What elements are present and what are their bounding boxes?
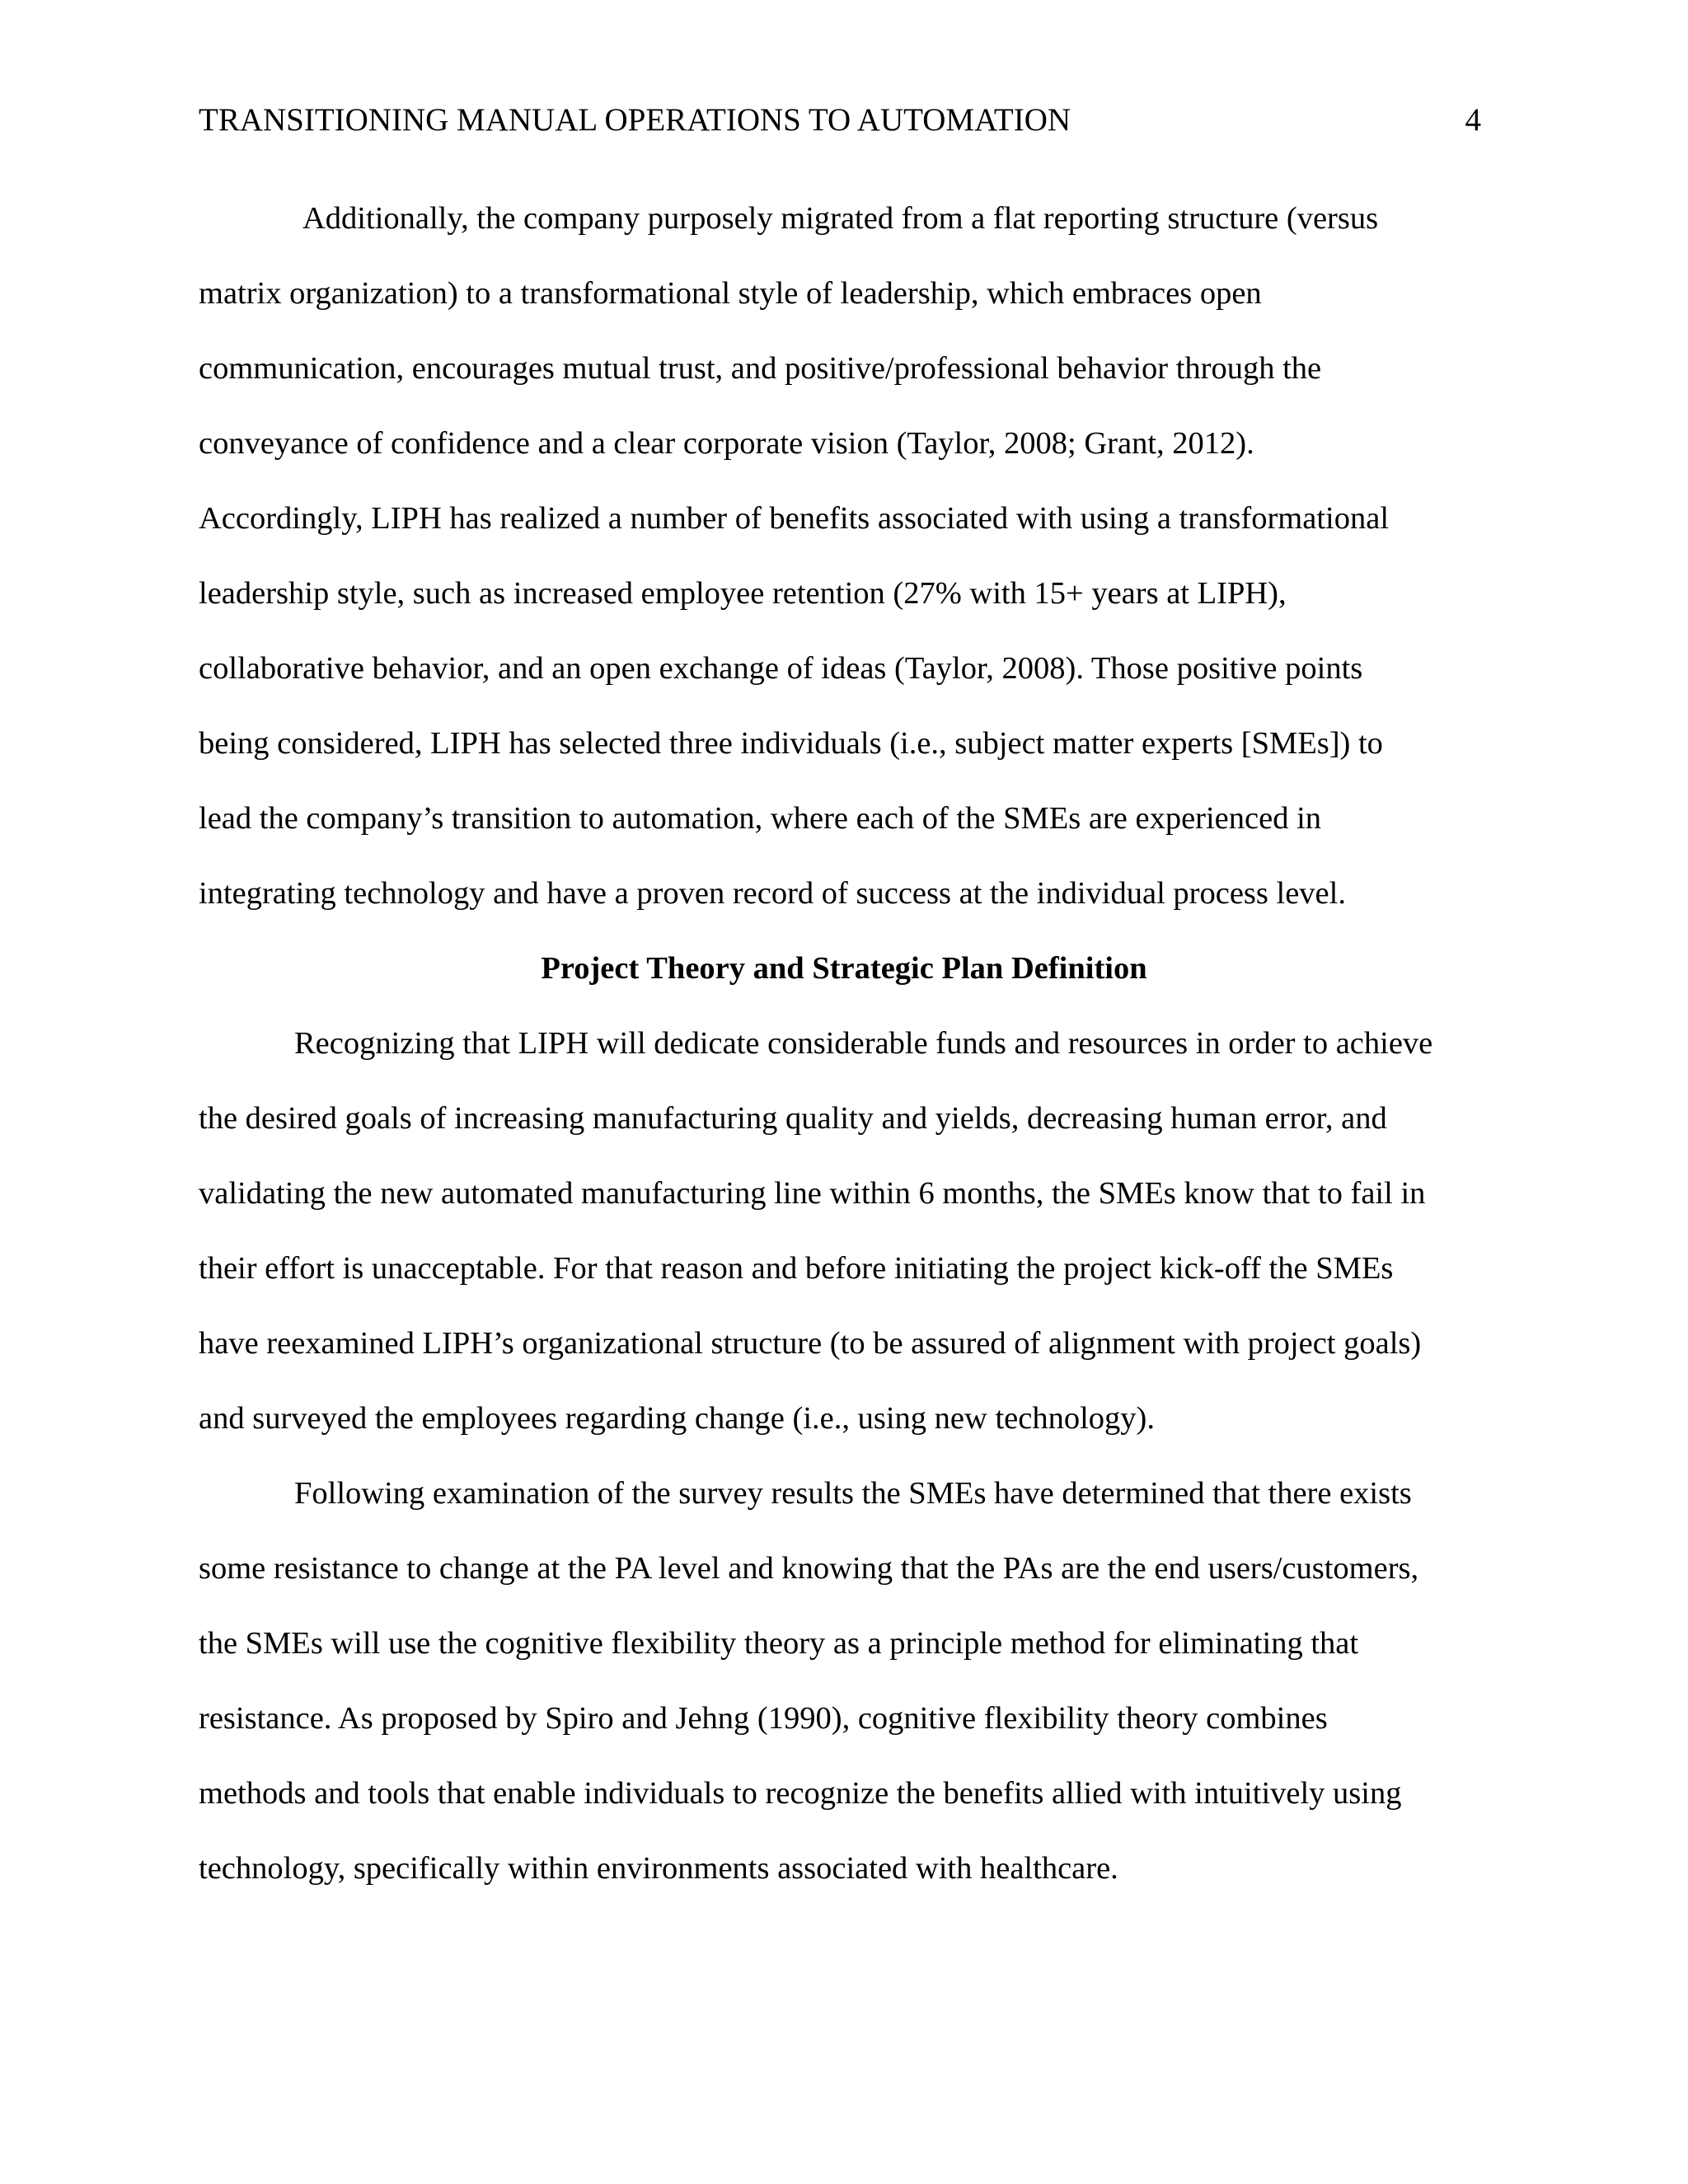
section-heading: Project Theory and Strategic Plan Definition: [541, 951, 1147, 986]
paragraph-line: resistance. As proposed by Spiro and Jehng (1990), cognitive flexibility theory combines: [199, 1701, 1328, 1736]
paragraph-line: their effort is unacceptable. For that reason and before initiating the project kick-off the SMEs: [199, 1251, 1394, 1286]
running-head-title: TRANSITIONING MANUAL OPERATIONS TO AUTOMATION: [199, 102, 1071, 138]
paragraph-line: integrating technology and have a proven record of success at the individual process level.: [199, 876, 1346, 911]
paragraph-line: collaborative behavior, and an open exchange of ideas (Taylor, 2008). Those positive points: [199, 651, 1363, 686]
paragraph-line: Following examination of the survey results the SMEs have determined that there exists: [294, 1476, 1412, 1511]
paragraph-line: being considered, LIPH has selected three individuals (i.e., subject matter experts [SMEs]) to: [199, 726, 1383, 761]
paragraph-line: the desired goals of increasing manufacturing quality and yields, decreasing human error, and: [199, 1101, 1387, 1136]
paragraph-line: communication, encourages mutual trust, and positive/professional behavior through the: [199, 351, 1322, 386]
paragraph-line: some resistance to change at the PA level and knowing that the PAs are the end users/customers,: [199, 1551, 1419, 1586]
paragraph-line: leadership style, such as increased employee retention (27% with 15+ years at LIPH),: [199, 576, 1287, 611]
paragraph-line: the SMEs will use the cognitive flexibility theory as a principle method for eliminating that: [199, 1626, 1359, 1661]
paragraph-line: Additionally, the company purposely migrated from a flat reporting structure (versus: [302, 201, 1379, 236]
paragraph-line: Accordingly, LIPH has realized a number of benefits associated with using a transformational: [199, 501, 1390, 536]
paragraph-line: matrix organization) to a transformational style of leadership, which embraces open: [199, 276, 1262, 311]
paragraph-line: have reexamined LIPH’s organizational structure (to be assured of alignment with project goals): [199, 1326, 1422, 1361]
paragraph-line: technology, specifically within environments associated with healthcare.: [199, 1851, 1118, 1886]
paragraph-line: validating the new automated manufacturing line within 6 months, the SMEs know that to fail in: [199, 1176, 1426, 1211]
paragraph-line: Recognizing that LIPH will dedicate considerable funds and resources in order to achieve: [294, 1026, 1433, 1061]
page-number: 4: [1465, 102, 1481, 138]
paragraph-line: conveyance of confidence and a clear corporate vision (Taylor, 2008; Grant, 2012).: [199, 426, 1254, 461]
paragraph-line: lead the company’s transition to automation, where each of the SMEs are experienced in: [199, 801, 1322, 836]
running-head: [199, 97, 1481, 143]
paragraph-line: methods and tools that enable individuals to recognize the benefits allied with intuitively using: [199, 1776, 1402, 1811]
paragraph-line: and surveyed the employees regarding change (i.e., using new technology).: [199, 1401, 1155, 1436]
